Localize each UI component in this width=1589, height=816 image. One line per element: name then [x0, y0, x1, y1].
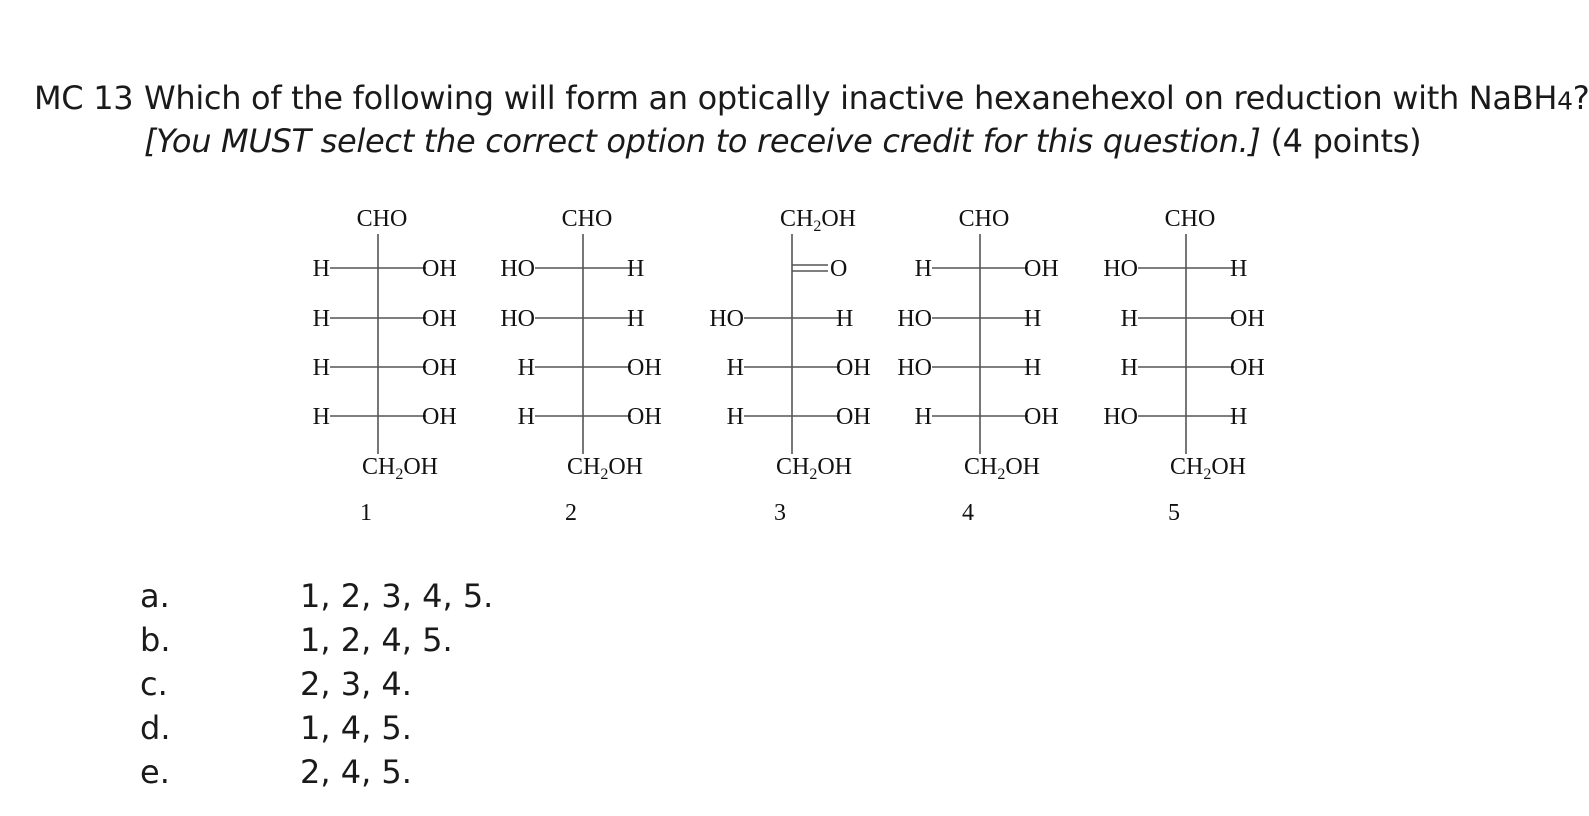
- bottom-group: $CH_2OH$: [566, 454, 644, 483]
- structure-number: 1: [360, 500, 372, 526]
- fischer-structure-4: [897, 206, 1058, 526]
- option-d-text[interactable]: 1, 4, 5.: [300, 709, 412, 747]
- right-substituent: OH: [836, 355, 871, 381]
- left-substituent: H: [312, 355, 330, 381]
- top-group: $CH_2OH$: [779, 206, 857, 235]
- right-substituent: H: [627, 306, 645, 332]
- right-substituent: H: [627, 256, 645, 282]
- right-substituent: OH: [422, 256, 457, 282]
- fischer-structure-2: [500, 206, 661, 526]
- structure-number: 2: [565, 500, 577, 526]
- bottom-group: $CH_2OH$: [775, 454, 853, 483]
- option-c-text[interactable]: 2, 3, 4.: [300, 665, 412, 703]
- bottom-group: $CH_2OH$: [361, 454, 439, 483]
- right-substituent: OH: [1230, 355, 1265, 381]
- left-substituent: H: [312, 256, 330, 282]
- fischer-structure-3: [709, 206, 870, 526]
- option-a-letter[interactable]: a.: [140, 577, 170, 615]
- right-substituent: OH: [422, 355, 457, 381]
- bottom-group: $CH_2OH$: [963, 454, 1041, 483]
- left-substituent: H: [517, 355, 535, 381]
- left-substituent: H: [726, 404, 744, 430]
- right-substituent: H: [1024, 355, 1042, 381]
- right-substituent: OH: [627, 404, 662, 430]
- right-substituent: OH: [422, 306, 457, 332]
- right-substituent: OH: [1024, 404, 1059, 430]
- left-substituent: HO: [500, 306, 535, 332]
- right-substituent: OH: [627, 355, 662, 381]
- structure-number: 3: [774, 500, 786, 526]
- right-substituent: H: [1230, 404, 1248, 430]
- right-substituent: OH: [836, 404, 871, 430]
- left-substituent: HO: [897, 306, 932, 332]
- structure-number: 5: [1168, 500, 1180, 526]
- left-substituent: HO: [500, 256, 535, 282]
- left-substituent: H: [312, 404, 330, 430]
- top-group: CHO: [1164, 206, 1216, 232]
- option-b-letter[interactable]: b.: [140, 621, 171, 659]
- option-e-text[interactable]: 2, 4, 5.: [300, 753, 412, 791]
- left-substituent: HO: [709, 306, 744, 332]
- right-substituent: H: [836, 306, 854, 332]
- left-substituent: H: [914, 256, 932, 282]
- option-d-letter[interactable]: d.: [140, 709, 171, 747]
- option-c-letter[interactable]: c.: [140, 665, 168, 703]
- option-a-text[interactable]: 1, 2, 3, 4, 5.: [300, 577, 494, 615]
- structure-number: 4: [962, 500, 974, 526]
- left-substituent: H: [726, 355, 744, 381]
- question-instruction: [You MUST select the correct option to receive credit for this question.]: [144, 122, 1261, 160]
- left-substituent: HO: [1103, 404, 1138, 430]
- right-substituent: H: [1230, 256, 1248, 282]
- question-text-subscript: 4: [1557, 86, 1573, 116]
- top-group: CHO: [958, 206, 1010, 232]
- option-e-letter[interactable]: e.: [140, 753, 170, 791]
- left-substituent: HO: [897, 355, 932, 381]
- left-substituent: H: [1120, 355, 1138, 381]
- fischer-structure-5: [1103, 206, 1264, 526]
- right-substituent: H: [1024, 306, 1042, 332]
- question-text-main: Which of the following will form an optically inactive hexanehexol on reduction with NaBH: [144, 79, 1558, 117]
- right-substituent: OH: [422, 404, 457, 430]
- carbonyl-oxygen: O: [830, 256, 848, 282]
- top-group: CHO: [356, 206, 408, 232]
- fischer-structure-1: [313, 206, 457, 526]
- right-substituent: OH: [1230, 306, 1265, 332]
- left-substituent: HO: [1103, 256, 1138, 282]
- question-number: MC 13: [34, 79, 134, 117]
- left-substituent: H: [1120, 306, 1138, 332]
- left-substituent: H: [312, 306, 330, 332]
- question-points: (4 points): [1270, 122, 1422, 160]
- option-b-text[interactable]: 1, 2, 4, 5.: [300, 621, 453, 659]
- right-substituent: OH: [1024, 256, 1059, 282]
- left-substituent: H: [914, 404, 932, 430]
- bottom-group: $CH_2OH$: [1169, 454, 1247, 483]
- top-group: CHO: [561, 206, 613, 232]
- question-text-end: ?: [1572, 79, 1589, 117]
- left-substituent: H: [517, 404, 535, 430]
